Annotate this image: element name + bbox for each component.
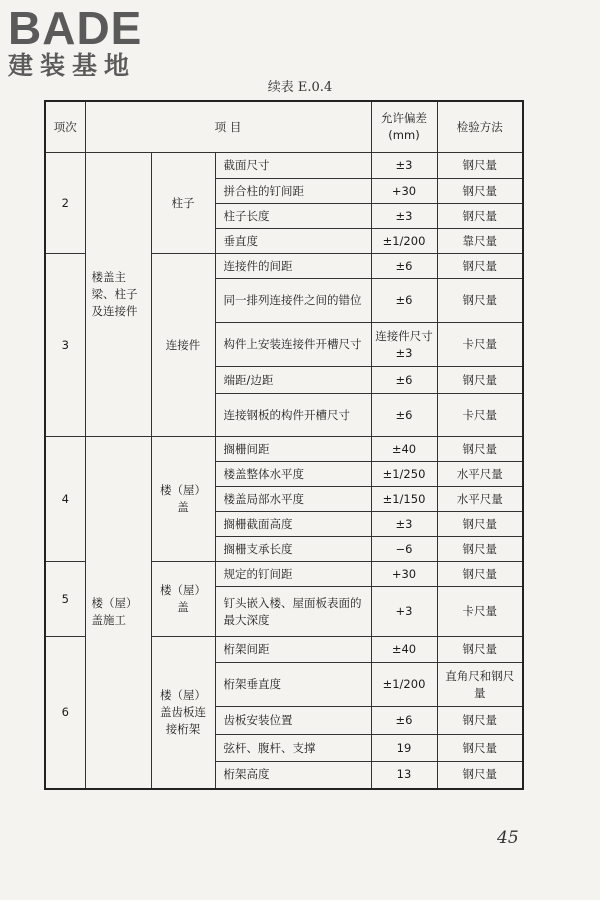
method-cell: 钢尺量: [437, 179, 523, 204]
method-cell: 钢尺量: [437, 512, 523, 537]
tolerance-cell: ±3: [371, 512, 437, 537]
item-cell: 构件上安装连接件开槽尺寸: [215, 323, 371, 367]
method-cell: 卡尺量: [437, 394, 523, 437]
tolerance-cell: +3: [371, 587, 437, 637]
subgroup-cell: 连接件: [151, 254, 215, 437]
logo-subtitle: 建装基地: [8, 51, 137, 80]
item-cell: 同一排列连接件之间的错位: [215, 279, 371, 323]
method-cell: 靠尺量: [437, 229, 523, 254]
method-cell: 直角尺和钢尺量: [437, 663, 523, 707]
tolerance-cell: ±1/200: [371, 663, 437, 707]
header-tolerance: 允许偏差 (mm): [371, 101, 437, 153]
item-cell: 钉头嵌入楼、屋面板表面的最大深度: [215, 587, 371, 637]
item-cell: 截面尺寸: [215, 153, 371, 179]
page-number: 45: [497, 828, 519, 848]
subgroup-cell: 柱子: [151, 153, 215, 254]
header-item: 项 目: [85, 101, 371, 153]
seq-cell: 3: [45, 254, 85, 437]
tolerance-cell: ±6: [371, 707, 437, 735]
tolerance-cell: ±1/250: [371, 462, 437, 487]
item-cell: 搁栅支承长度: [215, 537, 371, 562]
method-cell: 钢尺量: [437, 279, 523, 323]
tolerance-cell: +30: [371, 179, 437, 204]
item-cell: 搁栅间距: [215, 437, 371, 462]
item-cell: 柱子长度: [215, 204, 371, 229]
method-cell: 水平尺量: [437, 487, 523, 512]
group-cell: 楼盖主梁、柱子及连接件: [85, 153, 151, 437]
method-cell: 钢尺量: [437, 762, 523, 789]
seq-cell: 5: [45, 562, 85, 637]
item-cell: 桁架高度: [215, 762, 371, 789]
tolerance-cell: 连接件尺寸±3: [371, 323, 437, 367]
tolerance-cell: ±6: [371, 279, 437, 323]
seq-cell: 6: [45, 637, 85, 789]
method-cell: 钢尺量: [437, 367, 523, 394]
tolerance-table: [44, 100, 524, 790]
item-cell: 拼合柱的钉间距: [215, 179, 371, 204]
item-cell: 端距/边距: [215, 367, 371, 394]
tolerance-cell: ±3: [371, 153, 437, 179]
seq-cell: 4: [45, 437, 85, 562]
tolerance-cell: ±40: [371, 437, 437, 462]
method-cell: 卡尺量: [437, 323, 523, 367]
tolerance-cell: ±6: [371, 394, 437, 437]
item-cell: 桁架垂直度: [215, 663, 371, 707]
tolerance-cell: +30: [371, 562, 437, 587]
item-cell: 垂直度: [215, 229, 371, 254]
header-seq: 项次: [45, 101, 85, 153]
tolerance-cell: ±3: [371, 204, 437, 229]
item-cell: 连接钢板的构件开槽尺寸: [215, 394, 371, 437]
logo-wordmark: BADE: [8, 2, 143, 54]
method-cell: 水平尺量: [437, 462, 523, 487]
method-cell: 钢尺量: [437, 204, 523, 229]
item-cell: 楼盖局部水平度: [215, 487, 371, 512]
subgroup-cell: 楼（屋）盖: [151, 437, 215, 562]
tolerance-cell: 13: [371, 762, 437, 789]
method-cell: 钢尺量: [437, 153, 523, 179]
tolerance-cell: ±6: [371, 367, 437, 394]
item-cell: 弦杆、腹杆、支撑: [215, 735, 371, 762]
item-cell: 桁架间距: [215, 637, 371, 663]
tolerance-cell: ±1/200: [371, 229, 437, 254]
tolerance-cell: ±40: [371, 637, 437, 663]
tolerance-cell: ±6: [371, 254, 437, 279]
bade-logo: [8, 4, 178, 86]
header-method: 检验方法: [437, 101, 523, 153]
subgroup-cell: 楼（屋）盖齿板连接桁架: [151, 637, 215, 789]
method-cell: 钢尺量: [437, 254, 523, 279]
item-cell: 连接件的间距: [215, 254, 371, 279]
table-caption: 续表 E.0.4: [267, 80, 333, 95]
method-cell: 钢尺量: [437, 735, 523, 762]
item-cell: 规定的钉间距: [215, 562, 371, 587]
method-cell: 钢尺量: [437, 637, 523, 663]
header-row: [45, 101, 523, 153]
seq-cell: 2: [45, 153, 85, 254]
item-cell: 楼盖整体水平度: [215, 462, 371, 487]
subgroup-cell: 楼（屋）盖: [151, 562, 215, 637]
group-cell: 楼（屋）盖施工: [85, 437, 151, 789]
method-cell: 卡尺量: [437, 587, 523, 637]
item-cell: 齿板安装位置: [215, 707, 371, 735]
method-cell: 钢尺量: [437, 437, 523, 462]
method-cell: 钢尺量: [437, 707, 523, 735]
table-row: [45, 437, 523, 462]
method-cell: 钢尺量: [437, 562, 523, 587]
item-cell: 搁栅截面高度: [215, 512, 371, 537]
tolerance-cell: ±1/150: [371, 487, 437, 512]
tolerance-cell: 19: [371, 735, 437, 762]
table-row: [45, 153, 523, 179]
tolerance-cell: −6: [371, 537, 437, 562]
method-cell: 钢尺量: [437, 537, 523, 562]
